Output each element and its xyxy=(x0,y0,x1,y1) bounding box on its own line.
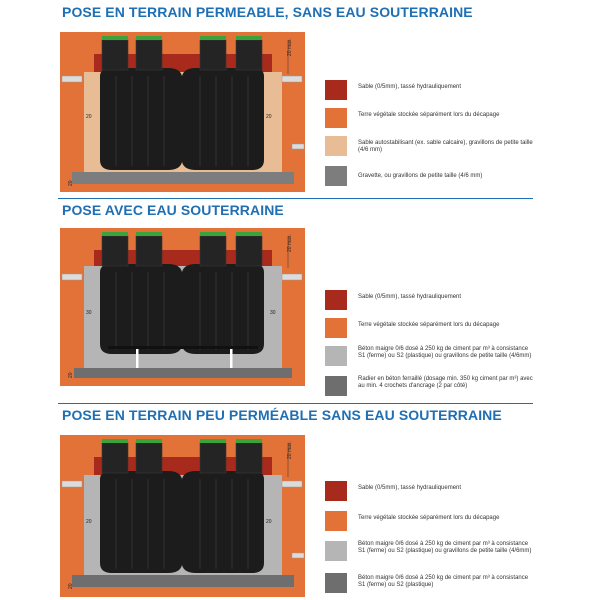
legend-swatch xyxy=(325,80,347,100)
tank-diagram-groundwater xyxy=(60,228,305,386)
legend-text: Sable (0/5mm), tassé hydrauliquement xyxy=(358,84,462,90)
legend-swatch xyxy=(325,573,347,593)
dim-top: 20 max. xyxy=(287,441,293,459)
legend-swatch xyxy=(325,541,347,561)
section-title: POSE AVEC EAU SOUTERRAINE xyxy=(62,202,284,218)
legend-text: Terre végétale stockée séparément lors du décapage xyxy=(358,322,500,328)
dim-bottom: 20 xyxy=(68,583,74,589)
legend-swatch xyxy=(325,290,347,310)
legend-text: Sable (0/5mm), tassé hydrauliquement xyxy=(358,485,462,491)
dim-bottom: 20 xyxy=(68,372,74,378)
legend-text: Béton maigre 0/6 dosé à 250 kg de ciment par m³ à consistance S1 (ferme) ou S2 (plastique) xyxy=(358,575,529,589)
legend-swatch xyxy=(325,136,347,156)
section-divider xyxy=(58,403,533,404)
dim-side-left: 20 xyxy=(86,519,92,525)
legend-text: Radier en béton ferraillé (dosage min. 350 kg ciment par m³) avec au min. 4 crochets d'ancrage (2 par côté) xyxy=(358,376,533,390)
tank-diagram-permeable xyxy=(60,32,305,197)
legend-text: Béton maigre 0/6 dosé à 250 kg de ciment par m³ à consistance S1 (ferme) ou S2 (plastique) ou gravillons de petite taille (4/6mm) xyxy=(358,346,532,360)
dim-top: 20 max. xyxy=(287,234,293,252)
dim-side-left: 20 xyxy=(86,114,92,120)
legend-swatch xyxy=(325,511,347,531)
dim-side-left: 30 xyxy=(86,310,92,316)
legend-swatch xyxy=(325,108,347,128)
legend-swatch xyxy=(325,166,347,186)
legend-text: Béton maigre 0/6 dosé à 250 kg de ciment par m³ à consistance S1 (ferme) ou S2 (plastique) ou gravillons de petite taille (4/6mm) xyxy=(358,541,532,555)
dim-side-right: 20 xyxy=(266,114,272,120)
legend-swatch xyxy=(325,318,347,338)
legend-text: Sable (0/5mm), tassé hydrauliquement xyxy=(358,294,462,300)
legend-swatch xyxy=(325,481,347,501)
dim-side-right: 30 xyxy=(270,310,276,316)
section-title: POSE EN TERRAIN PEU PERMÉABLE SANS EAU SOUTERRAINE xyxy=(62,407,502,423)
dim-side-right: 20 xyxy=(266,519,272,525)
legend-swatch xyxy=(325,346,347,366)
section-divider xyxy=(58,198,533,199)
legend-text: Gravette, ou gravillons de petite taille (4/6 mm) xyxy=(358,173,483,179)
section-title: POSE EN TERRAIN PERMEABLE, SANS EAU SOUTERRAINE xyxy=(62,4,473,20)
legend-text: Terre végétale stockée séparément lors du décapage xyxy=(358,112,500,118)
legend-text: Terre végétale stockée séparément lors du décapage xyxy=(358,515,500,521)
dim-bottom: 20 xyxy=(68,180,74,186)
legend-swatch xyxy=(325,376,347,396)
tank-diagram-low-permeability xyxy=(60,435,305,600)
dim-top: 20 max. xyxy=(287,38,293,56)
legend-text: Sable autostabilisant (ex. sable calcaire), gravillons de petite taille (4/6 mm) xyxy=(358,140,533,154)
